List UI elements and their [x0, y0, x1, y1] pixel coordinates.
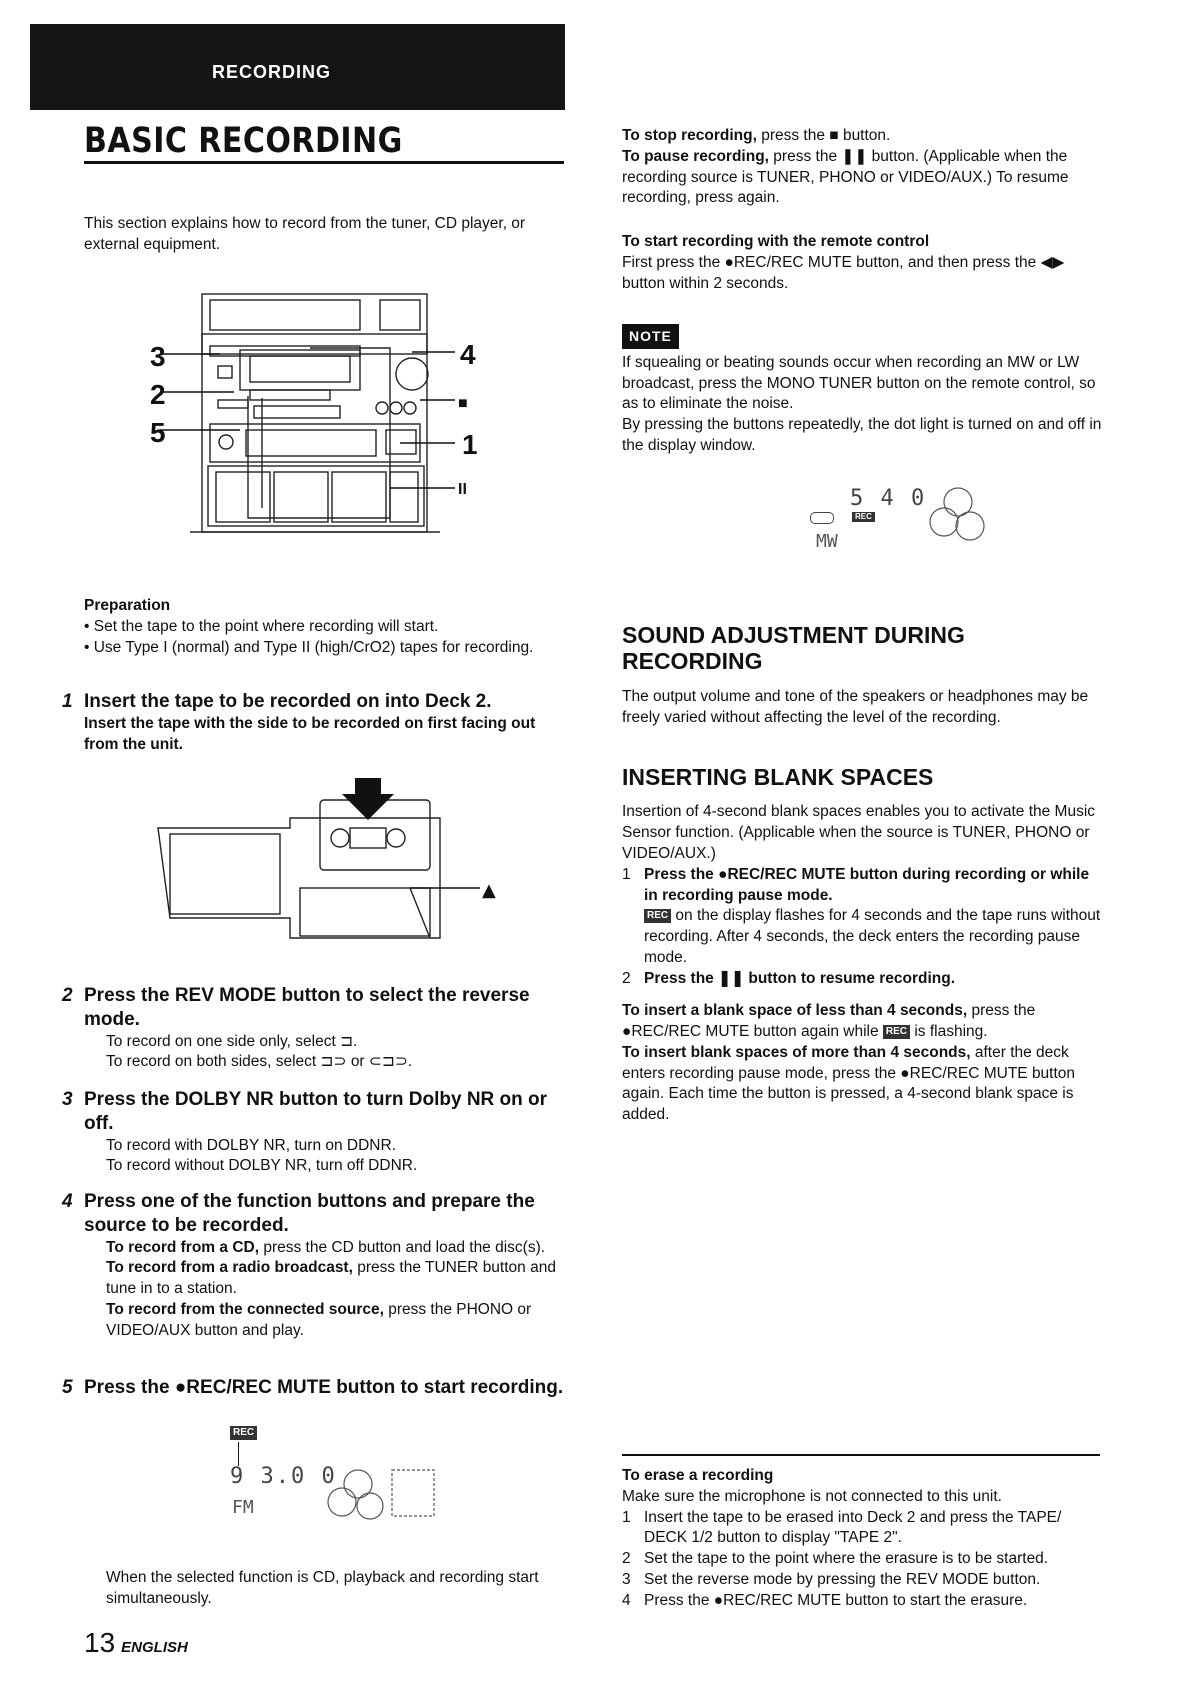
step-4 [62, 1190, 566, 1341]
step-line: To record without DOLBY NR, turn off DDNR. [106, 1157, 418, 1175]
step-title: Press the ●REC/REC MUTE button to start recording. [84, 1377, 564, 1398]
erase-heading: To erase a recording [622, 1467, 774, 1484]
list-item: 1 Press the ●REC/REC MUTE button during recording or while in recording pause mode. REC on the display flashes for 4 seconds and the tape runs without recording. After 4 seconds, the deck enters the recording pause mode. [622, 865, 1101, 966]
fig1-label-pause: II [458, 481, 467, 498]
step-para: To record from a radio broadcast, press the TUNER button and tune in to a station. [106, 1259, 556, 1298]
step-para: To record from the connected source, press the PHONO or VIDEO/AUX button and play. [106, 1300, 532, 1339]
display-figure-1 [190, 1426, 460, 1536]
note-block [622, 324, 1104, 457]
fig1-label-1: 1 [462, 429, 478, 460]
section-banner [30, 24, 565, 110]
blank-section [622, 764, 1104, 1126]
page-number: 13 [84, 1627, 116, 1658]
section-label: RECORDING [212, 62, 332, 82]
list-item: 1 Insert the tape to be erased into Deck 2 and press the TAPE/ DECK 1/2 button to display "TAPE 2". [622, 1508, 1062, 1547]
eject-icon: ▲ [482, 880, 496, 901]
sound-section [622, 622, 1104, 728]
step5-caption: When the selected function is CD, playback and recording start simultaneously. [106, 1569, 539, 1607]
step-3 [62, 1088, 566, 1177]
step-title: Press the DOLBY NR button to turn Dolby NR on or off. [84, 1089, 548, 1134]
erase-intro: Make sure the microphone is not connected to this unit. [622, 1487, 1002, 1505]
display2-rec: REC [852, 512, 875, 522]
step-2 [62, 984, 566, 1073]
preparation-item: • Use Type I (normal) and Type II (high/CrO2) tapes for recording. [84, 638, 566, 659]
rec-indicator: REC [230, 1426, 257, 1440]
remote-text: First press the ●REC/REC MUTE button, and then press the ◀▶ button within 2 seconds. [622, 253, 1065, 292]
step-number: 2 [62, 985, 73, 1006]
step-line: To record with DOLBY NR, turn on DDNR. [106, 1136, 397, 1154]
step-number: 1 [62, 691, 73, 712]
display-graphic [320, 1462, 440, 1526]
insert-arrow-icon [342, 778, 394, 820]
erase-divider [622, 1454, 1100, 1456]
step-title: Press the REV MODE button to select the reverse mode. [84, 985, 530, 1030]
display2-band: MW [816, 531, 838, 552]
preparation-block [84, 596, 566, 658]
display2-digits: 5 4 0 [850, 486, 927, 511]
fig1-label-3: 3 [150, 341, 166, 372]
page-title: BASIC RECORDING [84, 121, 403, 161]
preparation-item: • Set the tape to the point where recording will start. [84, 617, 566, 638]
list-item: 2 Press the ❚❚ button to resume recording. [622, 969, 956, 987]
rec-indicator: REC [644, 909, 671, 923]
step-1 [62, 690, 566, 755]
note-text: If squealing or beating sounds occur when recording an MW or LW broadcast, press the MONO TUNER button on the remote control, so as to eliminate the noise. [622, 353, 1096, 413]
section-heading: SOUND ADJUSTMENT DURING RECORDING [622, 622, 965, 675]
rec-indicator: REC [883, 1025, 910, 1039]
page-number-block [84, 1624, 188, 1662]
display2-graphic [924, 482, 994, 552]
stop-pause-block: To stop recording, press the ■ button. To pause recording, press the ❚❚ button. (Applicable when the recording source is TUNER, PHONO or VIDEO/AUX.) To resume recording, press again. [622, 127, 1069, 207]
cassette-figure [150, 778, 510, 958]
section-heading: INSERTING BLANK SPACES [622, 764, 934, 790]
step-line: To record on both sides, select ⊐⊃ or ⊂⊐⊃. [106, 1053, 413, 1071]
step-number: 4 [62, 1191, 73, 1212]
note-text: By pressing the buttons repeatedly, the dot light is turned on and off in the display window. [622, 416, 1102, 454]
step-para: To record from a CD, press the CD button and load the disc(s). [106, 1238, 546, 1256]
intro-text: This section explains how to record from the tuner, CD player, or external equipment. [84, 215, 526, 253]
list-item: 4 Press the ●REC/REC MUTE button to start the erasure. [622, 1591, 1028, 1609]
step-title: Insert the tape to be recorded on into Deck 2. [84, 691, 492, 712]
fig1-label-4: 4 [460, 339, 476, 370]
display-band: FM [232, 1497, 254, 1518]
fig1-label-stop: ■ [458, 395, 468, 412]
tape-direction-icon [810, 512, 834, 524]
remote-block [622, 232, 1104, 294]
step-title: Press one of the function buttons and prepare the source to be recorded. [84, 1191, 535, 1236]
display-digits: 9 3.0 0 [230, 1464, 337, 1489]
step-desc: Insert the tape with the side to be recorded on first facing out from the unit. [84, 714, 536, 753]
list-item: 3 Set the reverse mode by pressing the REV MODE button. [622, 1570, 1041, 1588]
note-badge: NOTE [622, 324, 679, 349]
erase-block [622, 1466, 1104, 1611]
blank-less-para: To insert a blank space of less than 4 seconds, press the ●REC/REC MUTE button again while REC is flashing. [622, 1002, 1036, 1041]
step-5 [62, 1376, 566, 1400]
stereo-unit-illustration [150, 288, 510, 548]
section-text: The output volume and tone of the speakers or headphones may be freely varied without affecting the level of the recording. [622, 687, 1089, 726]
section-text: Insertion of 4-second blank spaces enables you to activate the Music Sensor function. (Applicable when the source is TUNER, PHONO or VIDEO/AUX.) [622, 803, 1096, 862]
title-rule [84, 161, 564, 164]
preparation-heading: Preparation [84, 597, 171, 614]
fig1-label-2: 2 [150, 379, 166, 410]
step-number: 5 [62, 1377, 73, 1398]
step-line: To record on one side only, select ⊐. [106, 1032, 358, 1050]
blank-more-para: To insert blank spaces of more than 4 seconds, after the deck enters recording pause mode, press the ●REC/REC MUTE button again. Each time the button is pressed, a 4-second blank space is added. [622, 1043, 1076, 1124]
list-item: 2 Set the tape to the point where the erasure is to be started. [622, 1550, 1049, 1568]
display-figure-2 [740, 482, 1000, 560]
step-number: 3 [62, 1089, 73, 1110]
language-label: ENGLISH [121, 1639, 188, 1656]
fig1-label-5: 5 [150, 417, 166, 448]
remote-heading: To start recording with the remote control [622, 233, 930, 250]
unit-figure [150, 288, 510, 548]
cassette-insert-illustration [150, 778, 510, 958]
